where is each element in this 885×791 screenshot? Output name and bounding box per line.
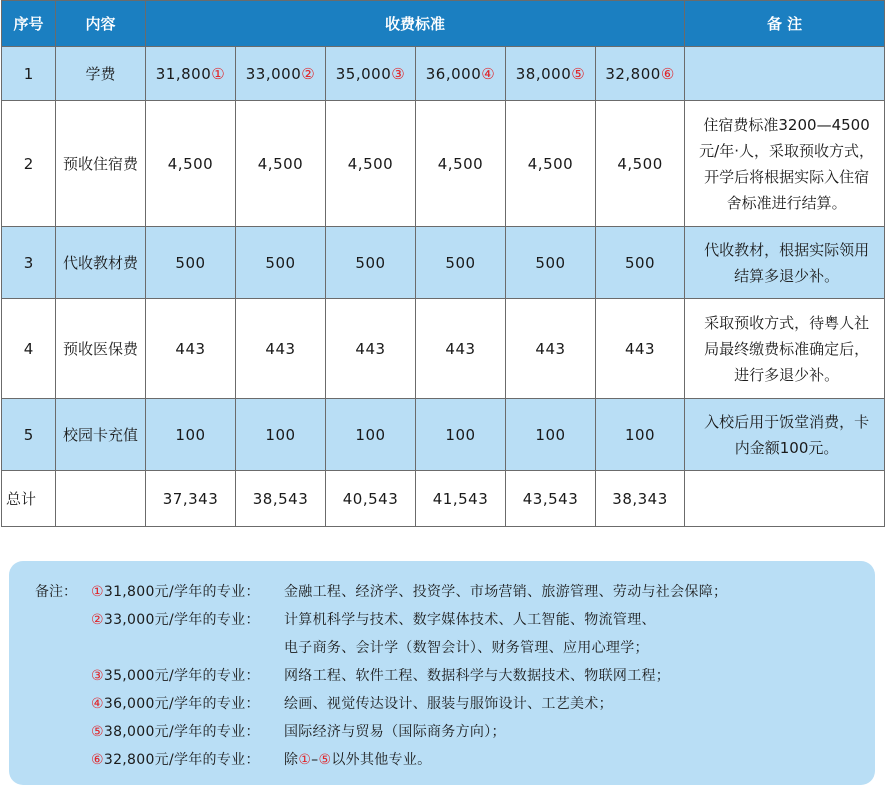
remark-value: 国际经济与贸易（国际商务方向）；: [284, 724, 506, 740]
row-item: 代收教材费: [56, 227, 146, 299]
marker-6: ⑥: [660, 64, 675, 83]
table-row: [2, 299, 885, 399]
row-note: 代收教材，根据实际领用结算多退少补。: [685, 227, 885, 299]
fee-cell: 443: [326, 299, 416, 399]
fee-cell: 500: [326, 227, 416, 299]
fee-cell: 100: [326, 399, 416, 471]
fee-cell: 4,500: [596, 101, 685, 227]
row-note: 入校后用于饭堂消费，卡内金额100元。: [685, 399, 885, 471]
fee-cell: 31,800①: [146, 47, 236, 101]
remark-value: 绘画、视觉传达设计、服装与服饰设计、工艺美术；: [284, 696, 613, 712]
row-seq: 1: [2, 47, 56, 101]
marker-4: ④: [481, 64, 496, 83]
table-row: [2, 227, 885, 299]
table-row: [2, 47, 885, 101]
marker-5: ⑤: [571, 64, 586, 83]
fee-cell: 500: [596, 227, 685, 299]
fee-cell: 100: [416, 399, 506, 471]
total-cell: 38,343: [596, 471, 685, 527]
row-item: 校园卡充值: [56, 399, 146, 471]
marker-2: ②: [301, 64, 316, 83]
row-note: 住宿费标准3200—4500元/年·人，采取预收方式，开学后将根据实际入住宿舍标准进行结算。: [685, 101, 885, 227]
marker-6: ⑥: [91, 752, 104, 768]
fee-cell: 4,500: [236, 101, 326, 227]
marker-5: ⑤: [91, 724, 104, 740]
fee-cell: 36,000④: [416, 47, 506, 101]
row-item: 学费: [56, 47, 146, 101]
fee-cell: 33,000②: [236, 47, 326, 101]
total-cell: 40,543: [326, 471, 416, 527]
row-seq: 3: [2, 227, 56, 299]
header-content: 内容: [56, 1, 146, 47]
remark-value: 金融工程、经济学、投资学、市场营销、旅游管理、劳动与社会保障；: [284, 584, 728, 600]
remark-value: 计算机科学与技术、数字媒体技术、人工智能、物流管理、: [284, 612, 656, 628]
remark-value: 电子商务、会计学（数智会计）、财务管理、应用心理学；: [284, 640, 649, 656]
remark-value: 除①–⑤以外其他专业。: [284, 752, 432, 768]
marker-2: ②: [91, 612, 104, 628]
fee-cell: 500: [236, 227, 326, 299]
fee-cell: 500: [506, 227, 596, 299]
fee-cell: 100: [236, 399, 326, 471]
fee-cell: 500: [146, 227, 236, 299]
marker-3: ③: [91, 668, 104, 684]
row-item: 预收医保费: [56, 299, 146, 399]
marker-1: ①: [211, 64, 226, 83]
fee-cell: 100: [596, 399, 685, 471]
remark-value: 网络工程、软件工程、数据科学与大数据技术、物联网工程；: [284, 668, 671, 684]
total-cell: 41,543: [416, 471, 506, 527]
total-label: 总计: [2, 471, 56, 527]
fee-cell: 4,500: [326, 101, 416, 227]
fee-cell: 4,500: [506, 101, 596, 227]
fee-cell: 4,500: [146, 101, 236, 227]
remarks-box: 备注： ①31,800元/学年的专业： 金融工程、经济学、投资学、市场营销、旅游管理、劳动与社会保障； ②33,000元/学年的专业： 计算机科学与技术、数字媒体技术、人工智能、物流管理、 电子商务、会计学（数智会计）、财务管理、应用心理学； ③35,000元/学年的专业： 网络工程、软件工程、数据科学与大数据技术、物联网工程； ④36,000元/学年的专业： 绘画、视觉传达设计、服装与服饰设计、工艺美术； ⑤38,000元/学年的专业： 国际经济与贸易（国际商务方向）； ⑥32,800元/学年的专业： 除①–⑤以外其他专业。: [9, 561, 875, 785]
row-item: 预收住宿费: [56, 101, 146, 227]
row-seq: 2: [2, 101, 56, 227]
fee-cell: 443: [416, 299, 506, 399]
fee-cell: 35,000③: [326, 47, 416, 101]
header-standard: 收费标准: [146, 1, 685, 47]
total-cell: 37,343: [146, 471, 236, 527]
row-seq: 5: [2, 399, 56, 471]
header-seq: 序号: [2, 1, 56, 47]
row-seq: 4: [2, 299, 56, 399]
fee-cell: 443: [596, 299, 685, 399]
fee-cell: 443: [506, 299, 596, 399]
table-row: [2, 101, 885, 227]
fee-cell: 38,000⑤: [506, 47, 596, 101]
remarks-label: 备注：: [35, 584, 77, 600]
fee-cell: 443: [236, 299, 326, 399]
marker-1: ①: [91, 584, 104, 600]
fee-cell: 100: [506, 399, 596, 471]
row-note: 采取预收方式，待粤人社局最终缴费标准确定后，进行多退少补。: [685, 299, 885, 399]
table-row: [2, 399, 885, 471]
fee-cell: 32,800⑥: [596, 47, 685, 101]
header-notes: 备 注: [685, 1, 885, 47]
header-row: [2, 1, 885, 47]
total-cell: 43,543: [506, 471, 596, 527]
row-note: [685, 47, 885, 101]
total-item: [56, 471, 146, 527]
marker-3: ③: [391, 64, 406, 83]
fee-cell: 4,500: [416, 101, 506, 227]
fee-cell: 500: [416, 227, 506, 299]
total-cell: 38,543: [236, 471, 326, 527]
marker-4: ④: [91, 696, 104, 712]
fee-table: [1, 0, 885, 527]
total-row: [2, 471, 885, 527]
total-note: [685, 471, 885, 527]
fee-cell: 100: [146, 399, 236, 471]
fee-cell: 443: [146, 299, 236, 399]
